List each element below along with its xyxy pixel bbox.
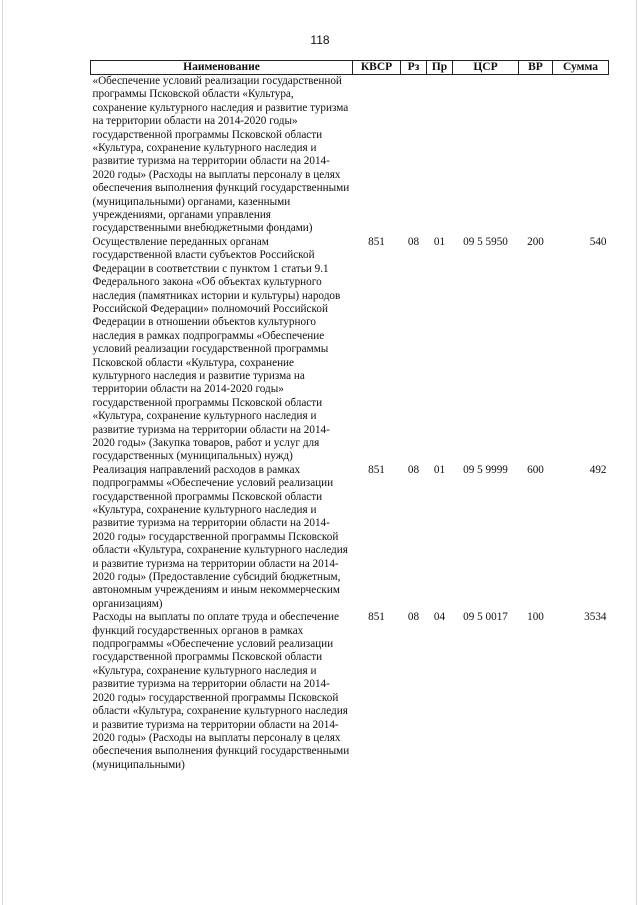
page-number: 118 [310,33,330,47]
budget-table [90,60,609,772]
row-csr [453,75,519,236]
row-kvsr: 851 [368,463,385,476]
row-csr: 09 5 5950 [463,235,508,248]
table-row [91,464,609,611]
row-vr: 100 [527,611,544,624]
row-pr: 04 [433,611,446,624]
row-csr: 09 5 0017 [463,611,508,624]
row-sum: 540 [589,235,607,248]
scan-edge-left [2,0,3,905]
row-pr: 01 [433,235,446,248]
table-row [91,611,609,772]
row-kvsr: 851 [368,235,385,248]
row-rz: 08 [407,611,420,624]
header-sum: Сумма [553,61,609,75]
row-kvsr [353,75,401,236]
header-rz: Рз [401,61,427,75]
scan-edge-right [636,0,637,905]
row-vr: 200 [527,235,544,248]
row-sum [553,75,609,236]
header-pr: Пр [427,61,453,75]
row-name: Расходы на выплаты по оплате труда и обеспечение функций государственных органов в рамках подпрограммы «Обеспечение условий реализации государственной программы Псковской области «Культура, сохранение культурного наследия и развитие туризма на территории области на 2014-2020 годы» государственной программы Псковской области «Культура, сохранение культурного наследия и развитие туризма на территории области на 2014-2020 годы» (Расходы на выплаты персоналу в целях обеспечения выполнения функций государственными (муниципальными) [92,611,350,771]
row-vr: 600 [527,463,544,476]
row-sum: 3534 [584,611,607,624]
row-kvsr: 851 [368,611,385,624]
row-pr: 01 [433,463,446,476]
header-csr: ЦСР [453,61,519,75]
table-row [91,236,609,464]
header-kvsr: КВСР [353,61,401,75]
row-name: Реализация направлений расходов в рамках подпрограммы «Обеспечение условий реализации государственной программы Псковской области «Культура, сохранение культурного наследия и развитие туризма на территории области на 2014-2020 годы» государственной программы Псковской области «Культура, сохранение культурного наследия и развитие туризма на территории области на 2014-2020 годы» (Предоставление субсидий бюджетным, автономным учреждениям и иным некоммерческим организациям) [92,463,348,610]
row-pr [427,75,453,236]
row-rz: 08 [407,463,420,476]
row-csr: 09 5 9999 [463,463,508,476]
row-sum: 492 [589,463,607,476]
row-name: Осуществление переданных органам государственной власти субъектов Российской Федерации в соответствии с пунктом 1 статьи 9.1 Федерального закона «Об объектах культурного наследия (памятниках истории и культуры) народов Российской Федерации» полномочий Российской Федерации в отношении объектов культурного наследия в рамках подпрограммы «Обеспечение условий реализации государственной программы Псковской области «Культура, сохранение культурного наследия и развитие туризма на территории области на 2014-2020 годы» государственной программы Псковской области «Культура, сохранение культурного наследия и развитие туризма на территории области на 2014-2020 годы» (Закупка товаров, работ и услуг для государственных (муниципальных) нужд) [92,235,341,463]
row-name: «Обеспечение условий реализации государственной программы Псковской области «Культура, сохранение культурного наследия и развитие туризма на территории области на 2014-2020 годы» государственной программы Псковской области «Культура, сохранение культурного наследия и развитие туризма на территории области на 2014-2020 годы» (Расходы на выплаты персоналу в целях обеспечения выполнения функций государственными (муниципальными) органами, казенными учреждениями, органами управления государственными внебюджетными фондами) [92,75,350,235]
row-vr [519,75,553,236]
header-vr: ВР [519,61,553,75]
row-rz: 08 [407,235,420,248]
table-header-row [91,61,609,75]
row-rz [401,75,427,236]
table-row [91,75,609,236]
header-name: Наименование [91,61,353,75]
